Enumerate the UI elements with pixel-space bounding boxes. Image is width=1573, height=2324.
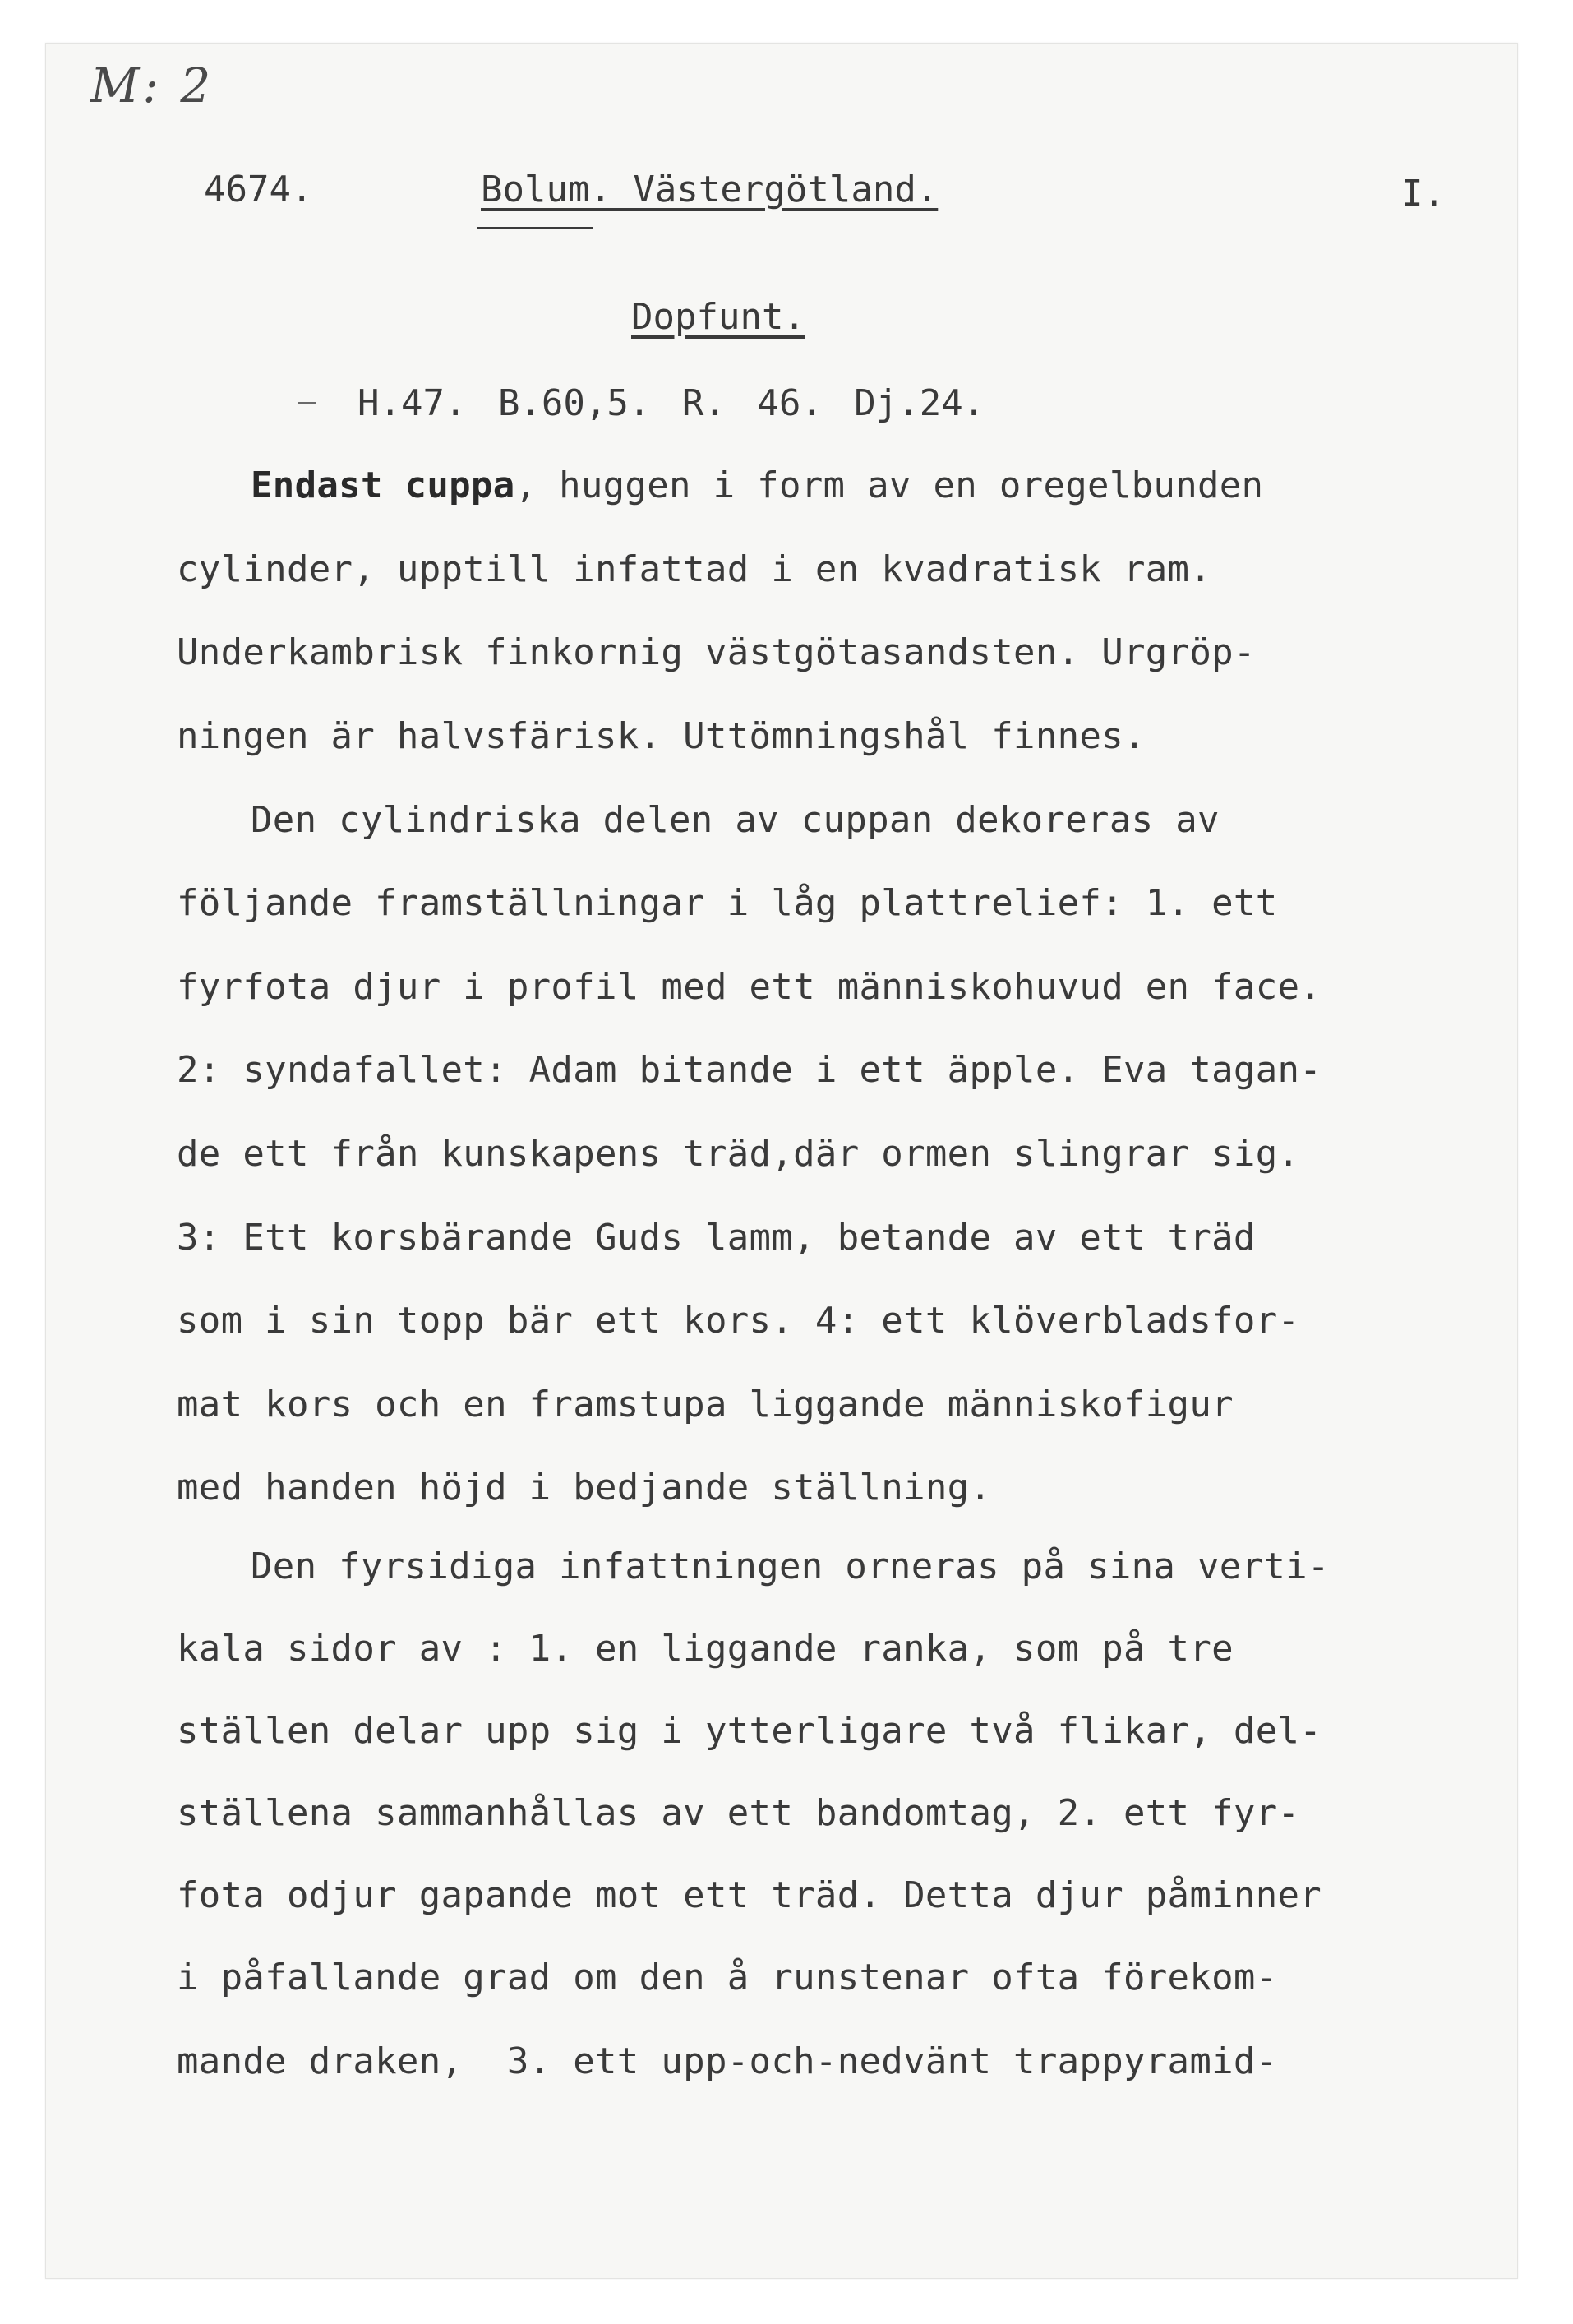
body-line: mande draken, 3. ett upp-och-nedvänt trappyramid- — [177, 2040, 1278, 2082]
body-line-1 — [251, 464, 1263, 506]
body-line: ställen delar upp sig i ytterligare två flikar, del- — [177, 1710, 1322, 1752]
catalog-number: 4674. — [204, 169, 313, 210]
body-line: fyrfota djur i profil med ett människohuvud en face. — [177, 966, 1322, 1008]
location-heading: Bolum. Västergötland. — [481, 169, 939, 210]
handwritten-catalog-mark: M: 2 — [90, 58, 214, 113]
measurements: H.47. B.60,5. R. 46. Dj.24. — [358, 382, 985, 424]
body-line: cylinder, upptill infattad i en kvadratisk ram. — [177, 548, 1212, 590]
body-line: 3: Ett korsbärande Guds lamm, betande av ett träd — [177, 1217, 1256, 1259]
body-line: kala sidor av : 1. en liggande ranka, som på tre — [177, 1628, 1234, 1670]
body-line-1-bold: Endast cuppa — [251, 464, 515, 506]
page-number: I. — [1401, 173, 1445, 215]
location-underline-mark — [477, 227, 593, 229]
body-line: ningen är halvsfärisk. Uttömningshål finnes. — [177, 715, 1146, 757]
body-line: ställena sammanhållas av ett bandomtag, 2. ett fyr- — [177, 1792, 1300, 1834]
measurements-dash-mark — [298, 402, 316, 404]
body-line: 2: syndafallet: Adam bitande i ett äpple. Eva tagan- — [177, 1049, 1322, 1091]
body-line: Den fyrsidiga infattningen orneras på sina verti- — [251, 1545, 1330, 1587]
body-line: i påfallande grad om den å runstenar ofta förekom- — [177, 1957, 1278, 1998]
body-line: som i sin topp bär ett kors. 4: ett klöverbladsfor- — [177, 1300, 1300, 1342]
body-line-1-rest: , huggen i form av en oregelbunden — [514, 464, 1264, 506]
body-line: med handen höjd i bedjande ställning. — [177, 1467, 992, 1509]
document-title: Dopfunt. — [631, 296, 805, 338]
body-line: de ett från kunskapens träd,där ormen slingrar sig. — [177, 1133, 1300, 1175]
body-line: Den cylindriska delen av cuppan dekoreras av — [251, 799, 1220, 841]
body-line: följande framställningar i låg plattrelief: 1. ett — [177, 882, 1278, 924]
body-line: Underkambrisk finkornig västgötasandsten. Urgröp- — [177, 631, 1256, 673]
body-line: mat kors och en framstupa liggande människofigur — [177, 1384, 1234, 1425]
body-line: fota odjur gapande mot ett träd. Detta djur påminner — [177, 1874, 1322, 1916]
